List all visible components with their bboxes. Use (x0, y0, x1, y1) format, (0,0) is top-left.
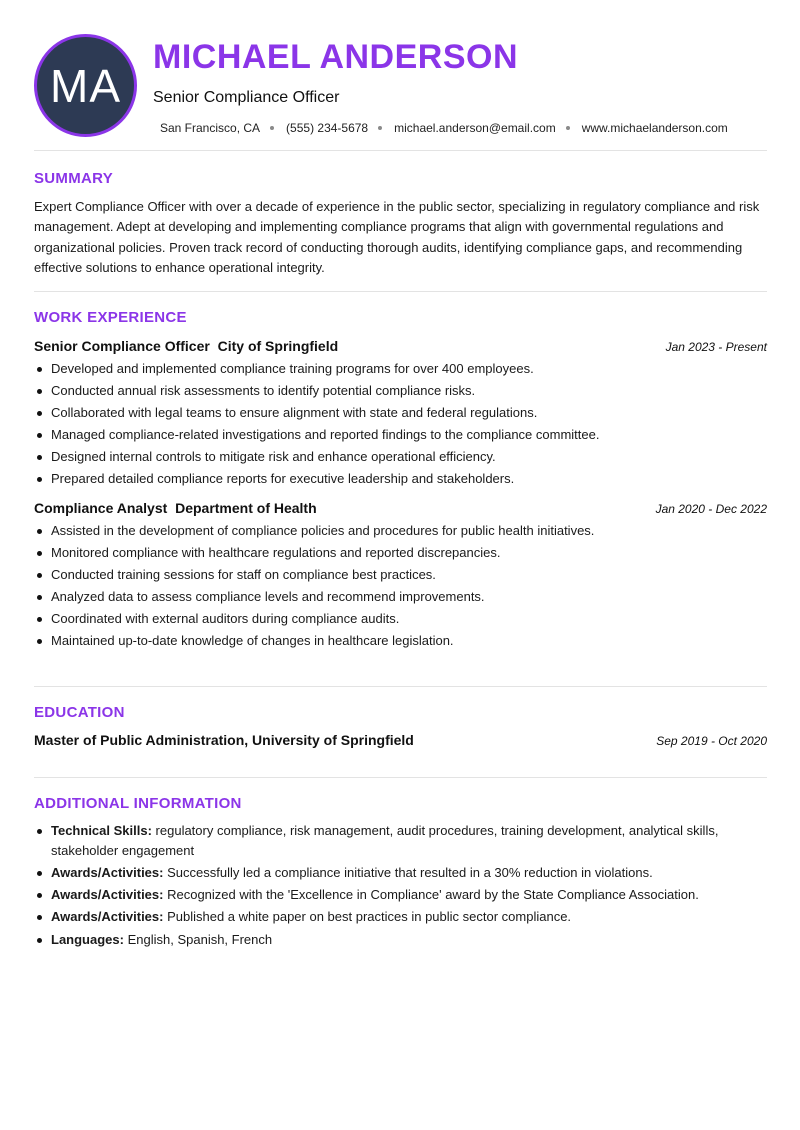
candidate-name: MICHAEL ANDERSON (153, 38, 519, 76)
item-text: regulatory compliance, risk management, audit procedures, training development, analytical skills, stakeholder engagement (51, 823, 719, 858)
list-item: Conducted training sessions for staff on compliance best practices. (34, 564, 767, 586)
separator-dot-icon (566, 126, 570, 130)
section-divider (34, 777, 767, 778)
list-item: Designed internal controls to mitigate risk and enhance operational efficiency. (34, 446, 767, 468)
job-role: Compliance Analyst (34, 500, 168, 516)
item-text: Recognized with the 'Excellence in Compliance' award by the State Compliance Association. (167, 886, 699, 902)
additional-list (34, 821, 767, 949)
contact-website[interactable]: www.michaelanderson.com (581, 121, 728, 135)
job-role: Senior Compliance Officer (34, 338, 210, 354)
contact-location: San Francisco, CA (160, 121, 261, 135)
contact-phone: (555) 234-5678 (286, 121, 369, 135)
item-text: English, Spanish, French (127, 931, 273, 947)
job-dates: Jan 2023 - Present (665, 340, 767, 354)
education-dates: Sep 2019 - Oct 2020 (656, 734, 767, 748)
contact-email[interactable]: michael.anderson@email.com (394, 121, 556, 135)
job-bullets (34, 358, 767, 490)
list-item: Developed and implemented compliance training programs for over 400 employees. (34, 358, 767, 380)
item-text: Published a white paper on best practices in public sector compliance. (167, 909, 572, 925)
list-item: Managed compliance-related investigations and reported findings to the compliance committee. (34, 424, 767, 446)
item-label: Languages: (51, 931, 124, 947)
job-heading (34, 500, 317, 516)
section-divider (34, 686, 767, 687)
separator-dot-icon (270, 126, 274, 130)
list-item: Assisted in the development of compliance policies and procedures for public health initiatives. (34, 520, 767, 542)
list-item (34, 821, 767, 860)
additional-section (34, 795, 767, 952)
list-item: Prepared detailed compliance reports for executive leadership and stakeholders. (34, 468, 767, 490)
list-item (34, 907, 767, 927)
education-section (34, 704, 767, 748)
list-item: Coordinated with external auditors during compliance audits. (34, 608, 767, 630)
resume-header (34, 0, 767, 150)
experience-heading: WORK EXPERIENCE (34, 309, 187, 326)
job-entry (34, 338, 767, 490)
item-label: Awards/Activities: (51, 909, 164, 925)
job-org: Department of Health (175, 500, 317, 516)
list-item: Analyzed data to assess compliance levels and recommend improvements. (34, 586, 767, 608)
summary-text: Expert Compliance Officer with over a decade of experience in the public sector, specializing in regulatory compliance and risk management. Adept at developing and implementing compliance programs that align with governmental regulations and organizational policies. Proven track record of conducting thorough audits, identifying compliance gaps, and recommending effective solutions to enhance operational integrity. (34, 199, 760, 275)
summary-section (34, 170, 767, 278)
avatar (34, 34, 137, 137)
job-header (34, 500, 767, 516)
job-dates: Jan 2020 - Dec 2022 (655, 502, 767, 516)
list-item (34, 863, 767, 883)
list-item: Maintained up-to-date knowledge of changes in healthcare legislation. (34, 630, 767, 652)
list-item: Monitored compliance with healthcare regulations and reported discrepancies. (34, 542, 767, 564)
avatar-initials: MA (50, 59, 121, 112)
additional-heading: ADDITIONAL INFORMATION (34, 795, 242, 812)
section-divider (34, 150, 767, 151)
separator-dot-icon (378, 126, 382, 130)
item-label: Awards/Activities: (51, 886, 164, 902)
job-entry (34, 500, 767, 652)
job-heading (34, 338, 338, 354)
contact-row (160, 121, 728, 135)
section-divider (34, 291, 767, 292)
item-label: Technical Skills: (51, 823, 152, 838)
item-text: Successfully led a compliance initiative that resulted in a 30% reduction in violations. (167, 864, 653, 880)
experience-section (34, 309, 767, 652)
list-item: Conducted annual risk assessments to identify potential compliance risks. (34, 380, 767, 402)
job-org: City of Springfield (217, 338, 339, 354)
candidate-title: Senior Compliance Officer (153, 89, 340, 106)
list-item (34, 930, 767, 950)
list-item: Collaborated with legal teams to ensure alignment with state and federal regulations. (34, 402, 767, 424)
education-degree: Master of Public Administration, University of Springfield (34, 732, 414, 748)
job-header (34, 338, 767, 354)
education-entry (34, 732, 767, 748)
list-item (34, 885, 767, 905)
item-label: Awards/Activities: (51, 864, 164, 880)
education-heading: EDUCATION (34, 704, 125, 721)
job-bullets (34, 520, 767, 652)
summary-heading: SUMMARY (34, 170, 114, 187)
